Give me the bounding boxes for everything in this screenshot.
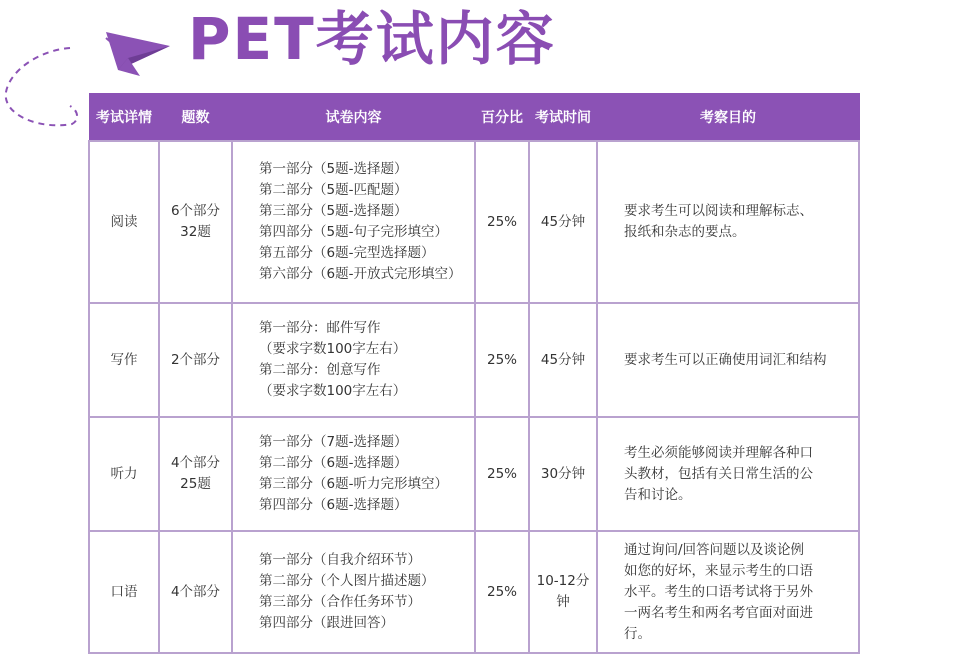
purpose-line: 要求考生可以正确使用词汇和结构 [624, 351, 827, 368]
count-line: 4个部分 [170, 455, 221, 471]
purpose-line: 一两名考生和两名考官面对面进 [624, 604, 813, 621]
content-line: 第三部分（6题-听力完形填空） [259, 476, 448, 492]
content-line: 第六部分（6题-开放式完形填空） [259, 266, 462, 282]
content-line: 第五部分（6题-完型选择题） [259, 245, 435, 261]
time-cell: 45分钟 [529, 303, 597, 417]
count-line: 32题 [180, 224, 211, 240]
page-title: PET考试内容 [188, 5, 556, 73]
purpose-line: 如您的好坏，来显示考生的口语 [624, 562, 813, 579]
percent-cell: 25% [475, 531, 529, 653]
content-line: 第四部分（5题-句子完形填空） [259, 224, 448, 240]
percent-cell: 25% [475, 141, 529, 303]
header-paper-content: 试卷内容 [232, 94, 475, 142]
count-cell [159, 417, 232, 531]
percent-cell: 25% [475, 303, 529, 417]
purpose-line: 报纸和杂志的要点。 [624, 224, 746, 240]
time-cell: 30分钟 [529, 417, 597, 531]
header-percentage: 百分比 [475, 94, 529, 142]
count-cell [159, 531, 232, 653]
content-line: 第三部分（合作任务环节） [259, 594, 421, 610]
content-cell [232, 417, 475, 531]
section-cell: 口语 [89, 531, 159, 653]
table-row [89, 417, 859, 531]
title-banner [0, 0, 958, 90]
content-cell [232, 141, 475, 303]
content-line: 第一部分（5题-选择题） [259, 161, 408, 177]
count-cell [159, 141, 232, 303]
table-header-row [89, 94, 859, 142]
exam-table [88, 93, 858, 654]
purpose-line: 水平。考生的口语考试将于另外 [624, 583, 813, 600]
header-exam-time: 考试时间 [529, 94, 597, 142]
purpose-cell [597, 531, 859, 653]
content-line: 第二部分：创意写作 [259, 362, 381, 378]
content-line: 第四部分（跟进回答） [259, 615, 394, 631]
time-cell: 45分钟 [529, 141, 597, 303]
table-row [89, 141, 859, 303]
time-cell: 10-12分钟 [529, 531, 597, 653]
purpose-line: 头教材，包括有关日常生活的公 [624, 465, 813, 482]
content-line: 第一部分（7题-选择题） [259, 434, 408, 450]
content-line: （要求字数100字左右） [259, 341, 407, 357]
content-line: 第二部分（个人图片描述题） [259, 573, 435, 589]
purpose-line: 行。 [624, 625, 651, 642]
purpose-line: 告和讨论。 [624, 486, 692, 503]
table-row [89, 303, 859, 417]
count-line: 2个部分 [170, 351, 221, 368]
count-line: 25题 [180, 476, 211, 492]
content-line: 第二部分（5题-匹配题） [259, 182, 408, 198]
header-exam-detail: 考试详情 [89, 94, 159, 142]
header-question-count: 题数 [159, 94, 232, 142]
purpose-cell [597, 303, 859, 417]
section-cell: 听力 [89, 417, 159, 531]
content-line: 第一部分（自我介绍环节） [259, 552, 421, 568]
purpose-line: 通过询问/回答问题以及谈论例 [624, 541, 805, 558]
table-row [89, 531, 859, 653]
count-line: 6个部分 [170, 203, 221, 219]
purpose-cell [597, 141, 859, 303]
content-cell [232, 303, 475, 417]
content-line: 第三部分（5题-选择题） [259, 203, 408, 219]
purpose-line: 考生必须能够阅读并理解各种口 [624, 444, 813, 461]
purpose-line: 要求考生可以阅读和理解标志、 [624, 203, 813, 219]
content-line: （要求字数100字左右） [259, 383, 407, 399]
content-line: 第四部分（6题-选择题） [259, 497, 408, 513]
header-purpose: 考察目的 [597, 94, 859, 142]
count-cell [159, 303, 232, 417]
purpose-cell [597, 417, 859, 531]
count-line: 4个部分 [170, 583, 221, 600]
section-cell: 写作 [89, 303, 159, 417]
section-cell: 阅读 [89, 141, 159, 303]
percent-cell: 25% [475, 417, 529, 531]
content-line: 第二部分（6题-选择题） [259, 455, 408, 471]
content-cell [232, 531, 475, 653]
content-line: 第一部分：邮件写作 [259, 320, 381, 336]
